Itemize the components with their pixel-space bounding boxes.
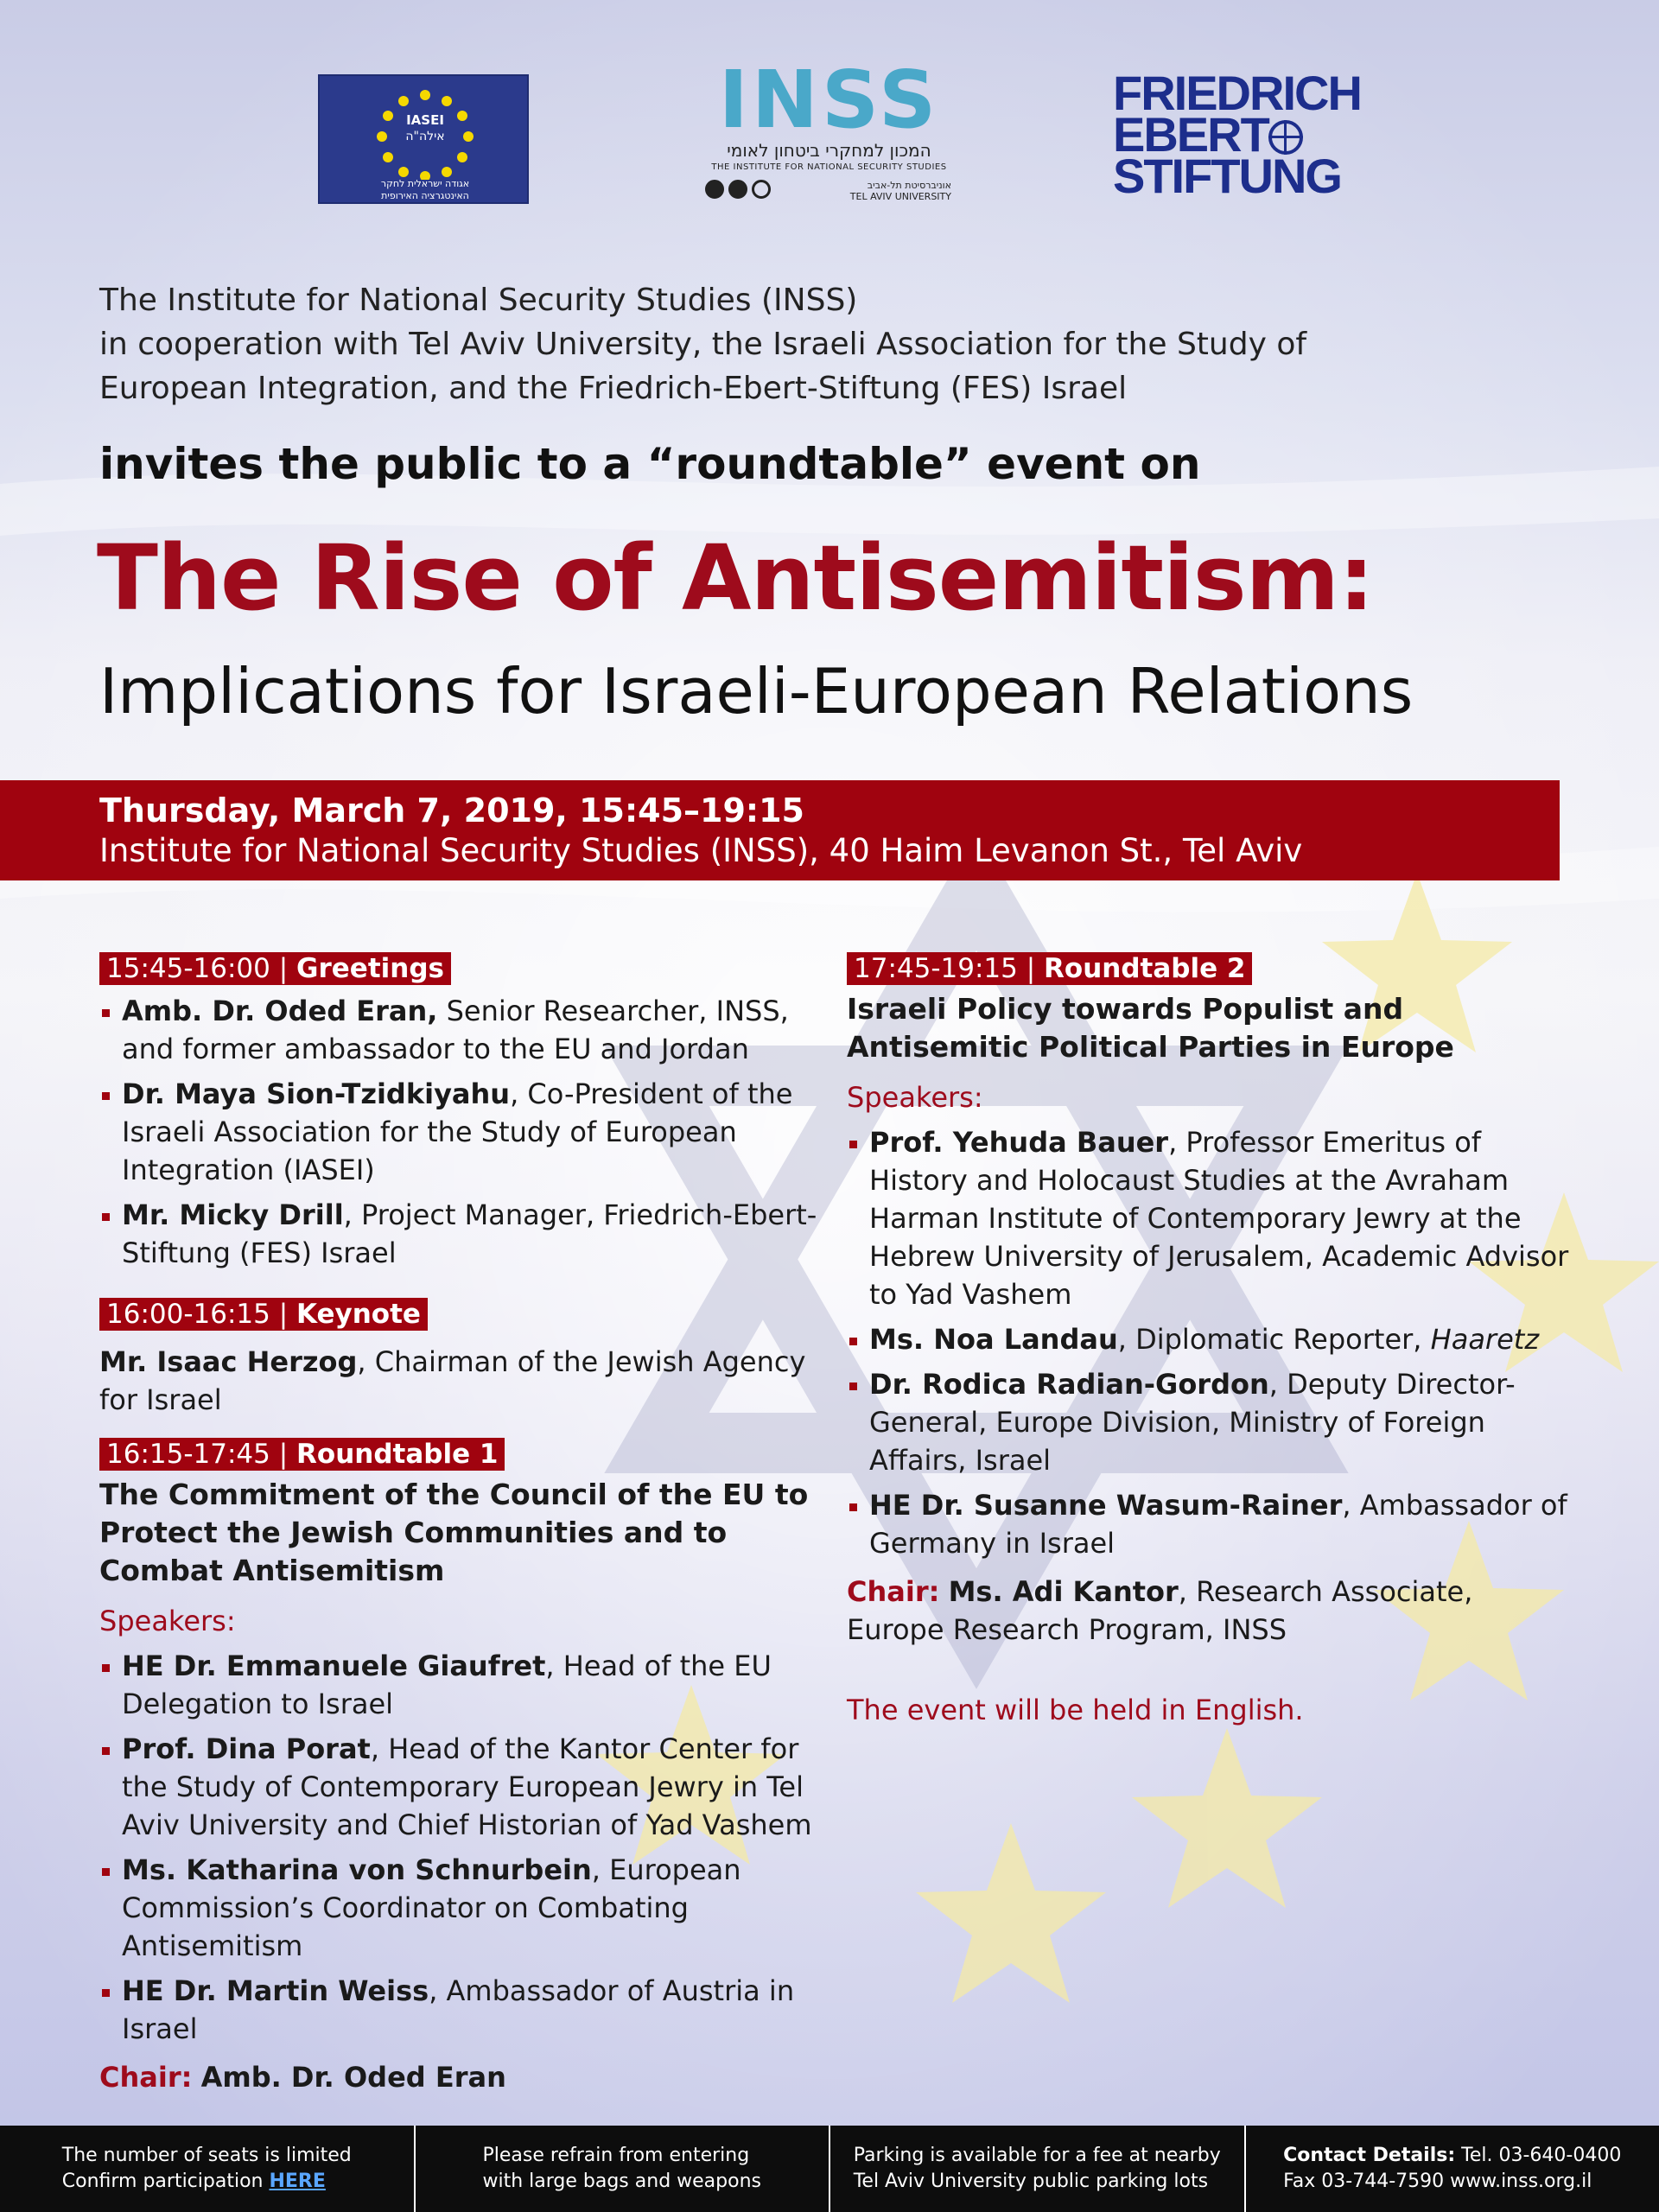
iasei-subtitle-line1: אגודה ישראלית לחקר — [380, 178, 470, 189]
greetings-label: Greetings — [296, 953, 444, 984]
tau-logo-text — [850, 180, 951, 202]
list-item — [847, 1365, 1573, 1479]
footer-contact — [1246, 2126, 1659, 2212]
publication-name: Haaretz — [1430, 1323, 1540, 1356]
contact-label: Contact Details: — [1283, 2145, 1456, 2166]
greetings-tag: 15:45-16:00 | Greetings — [99, 952, 451, 985]
speaker-name: Amb. Dr. Oded Eran, — [122, 995, 438, 1027]
chair-label: Chair: — [847, 1575, 940, 1608]
speaker-desc: , Ambassador of Germany in Israel — [869, 1489, 1567, 1560]
confirm-text: Confirm participation — [61, 2171, 270, 2192]
chair-desc: , Research Associate, Europe Research Program, INSS — [847, 1575, 1473, 1646]
roundtable1-tag: 16:15-17:45 | Roundtable 1 — [99, 1438, 505, 1471]
inss-english: THE INSTITUTE FOR NATIONAL SECURITY STUDIES — [711, 162, 947, 172]
roundtable1-time: 16:15-17:45 — [106, 1439, 270, 1470]
fes-line1: FRIEDRICH — [1113, 66, 1361, 120]
speaker-desc: Senior Researcher, INSS, and former ambassador to the EU and Jordan — [122, 995, 789, 1065]
speaker-desc: , Head of the Kantor Center for the Study of Contemporary European Jewry in Tel Aviv University and Chief Historian of Yad Vashem — [122, 1732, 812, 1841]
tau-hebrew: אוניברסיטת תל-אביב — [867, 180, 951, 191]
chair-name: Amb. Dr. Oded Eran — [200, 2061, 506, 2094]
inss-hebrew: המכון למחקרי ביטחון לאומי — [727, 140, 931, 161]
roundtable1-label: Roundtable 1 — [296, 1439, 499, 1470]
list-item — [847, 1486, 1573, 1562]
speaker-desc: , European Commission’s Coordinator on Combating Antisemitism — [122, 1853, 741, 1962]
footer-bags-line2: with large bags and weapons — [482, 2171, 761, 2192]
speaker-name: Mr. Isaac Herzog — [99, 1345, 358, 1378]
footer-seats-line2 — [62, 2169, 352, 2195]
speaker-desc: , Ambassador of Austria in Israel — [122, 1974, 795, 2045]
list-item — [847, 1123, 1573, 1313]
fes-line2: EBERT — [1113, 107, 1268, 162]
speaker-name: Ms. Noa Landau — [869, 1323, 1118, 1356]
speaker-name: HE Dr. Emmanuele Giaufret — [122, 1649, 546, 1682]
partner-dots-icon — [705, 180, 771, 199]
roundtable1-speakers — [99, 1647, 825, 2048]
speaker-desc: , Diplomatic Reporter, — [1117, 1323, 1431, 1356]
keynote-tag: 16:00-16:15 | Keynote — [99, 1298, 428, 1331]
iasei-subtitle-line2: האינטגרציה האירופית — [381, 190, 469, 201]
language-note: The event will be held in English. — [847, 1694, 1304, 1726]
keynote-time: 16:00-16:15 — [106, 1299, 270, 1330]
speaker-name: HE Dr. Martin Weiss — [122, 1974, 429, 2007]
confirm-participation-link[interactable]: HERE — [269, 2171, 326, 2192]
intro-line2: in cooperation with Tel Aviv University, the Israeli Association for the Study of — [99, 327, 1307, 362]
list-item — [847, 1320, 1573, 1358]
list-item — [99, 1851, 825, 1965]
speaker-desc: , Deputy Director-General, Europe Division, Ministry of Foreign Affairs, Israel — [869, 1368, 1516, 1477]
contact-fax: Fax 03-744-7590 www.inss.org.il — [1283, 2171, 1592, 2192]
iasei-name: IASEI — [406, 112, 444, 128]
greetings-time: 15:45-16:00 — [106, 953, 270, 984]
list-item — [99, 1972, 825, 2048]
roundtable1-title: The Commitment of the Council of the EU to Protect the Jewish Communities and to Combat Antisemitism — [99, 1478, 809, 1587]
footer-seats-line1: The number of seats is limited — [61, 2145, 352, 2166]
intro-text — [99, 278, 1568, 410]
inss-wordmark: INSS — [718, 54, 940, 146]
speaker-name: Mr. Micky Drill — [122, 1198, 344, 1231]
speaker-desc: , Professor Emeritus of History and Holocaust Studies at the Avraham Harman Institute of Contemporary Jewry at the Hebrew University of Jerusalem, Academic Advisor to Yad Vashem — [869, 1126, 1569, 1311]
tau-english: TEL AVIV UNIVERSITY — [849, 191, 951, 202]
footer-contact-line1 — [1283, 2143, 1621, 2169]
list-item — [99, 1647, 825, 1723]
list-item — [99, 1075, 825, 1189]
speaker-name: HE Dr. Susanne Wasum-Rainer — [869, 1489, 1343, 1522]
contact-tel: Tel. 03-640-0400 — [1455, 2145, 1622, 2166]
roundtable1-chair — [99, 2058, 825, 2096]
event-venue: Institute for National Security Studies (INSS), 40 Haim Levanon St., Tel Aviv — [99, 832, 1303, 869]
list-item — [99, 1730, 825, 1844]
program-left-column — [99, 952, 825, 2096]
speaker-name: Prof. Dina Porat — [122, 1732, 371, 1765]
keynote-label: Keynote — [296, 1299, 421, 1330]
roundtable2-chair — [847, 1573, 1573, 1649]
iasei-hebrew: אילה"ה — [405, 130, 445, 143]
fes-logo — [1113, 66, 1361, 211]
roundtable1-speakers-label: Speakers: — [99, 1605, 236, 1637]
chair-label: Chair: — [99, 2061, 193, 2094]
footer-parking-line2: Tel Aviv University public parking lots — [853, 2171, 1209, 2192]
iasei-subtitle — [320, 178, 531, 202]
footer-parking — [830, 2126, 1246, 2212]
roundtable2-speakers — [847, 1123, 1573, 1562]
event-subtitle: Implications for Israeli-European Relations — [99, 655, 1414, 728]
footer-bags-line1: Please refrain from entering — [482, 2145, 750, 2166]
greetings-list — [99, 992, 825, 1272]
footer-bags — [416, 2126, 831, 2212]
speaker-name: Ms. Katharina von Schnurbein — [122, 1853, 592, 1886]
date-venue-band — [0, 780, 1560, 880]
inss-logo — [702, 54, 957, 213]
list-item — [99, 1196, 825, 1272]
iasei-logo — [318, 74, 529, 204]
speaker-name: Dr. Rodica Radian-Gordon — [869, 1368, 1269, 1401]
roundtable2-title: Israeli Policy towards Populist and Antisemitic Political Parties in Europe — [847, 992, 1454, 1064]
event-title: The Rise of Antisemitism: — [97, 525, 1374, 631]
intro-line1: The Institute for National Security Studies (INSS) — [99, 283, 858, 318]
roundtable2-tag: 17:45-19:15 | Roundtable 2 — [847, 952, 1252, 985]
intro-line3: European Integration, and the Friedrich-Ebert-Stiftung (FES) Israel — [99, 371, 1128, 406]
keynote-speaker — [99, 1343, 825, 1419]
speaker-name: Dr. Maya Sion-Tzidkiyahu — [122, 1077, 511, 1110]
speaker-desc: , Project Manager, Friedrich-Ebert-Stiftung (FES) Israel — [122, 1198, 817, 1269]
globe-icon — [1268, 120, 1303, 155]
program-right-column — [847, 952, 1573, 1726]
speaker-name: Prof. Yehuda Bauer — [869, 1126, 1169, 1159]
list-item — [99, 992, 825, 1068]
speaker-desc: , Head of the EU Delegation to Israel — [122, 1649, 772, 1720]
eu-star-ring-icon — [320, 76, 531, 180]
footer-parking-line1: Parking is available for a fee at nearby — [853, 2145, 1221, 2166]
invite-line: invites the public to a “roundtable” event on — [99, 439, 1201, 489]
roundtable2-time: 17:45-19:15 — [854, 953, 1018, 984]
footer-bar — [0, 2126, 1659, 2212]
speaker-desc: , Co-President of the Israeli Association for the Study of European Integration (IASEI) — [122, 1077, 793, 1186]
event-date: Thursday, March 7, 2019, 15:45–19:15 — [99, 791, 804, 830]
roundtable2-speakers-label: Speakers: — [847, 1081, 983, 1114]
speaker-desc: , Chairman of the Jewish Agency for Israel — [99, 1345, 806, 1416]
chair-name: Ms. Adi Kantor — [948, 1575, 1179, 1608]
roundtable2-label: Roundtable 2 — [1044, 953, 1246, 984]
fes-line3: STIFTUNG — [1113, 149, 1341, 203]
footer-seats — [0, 2126, 416, 2212]
